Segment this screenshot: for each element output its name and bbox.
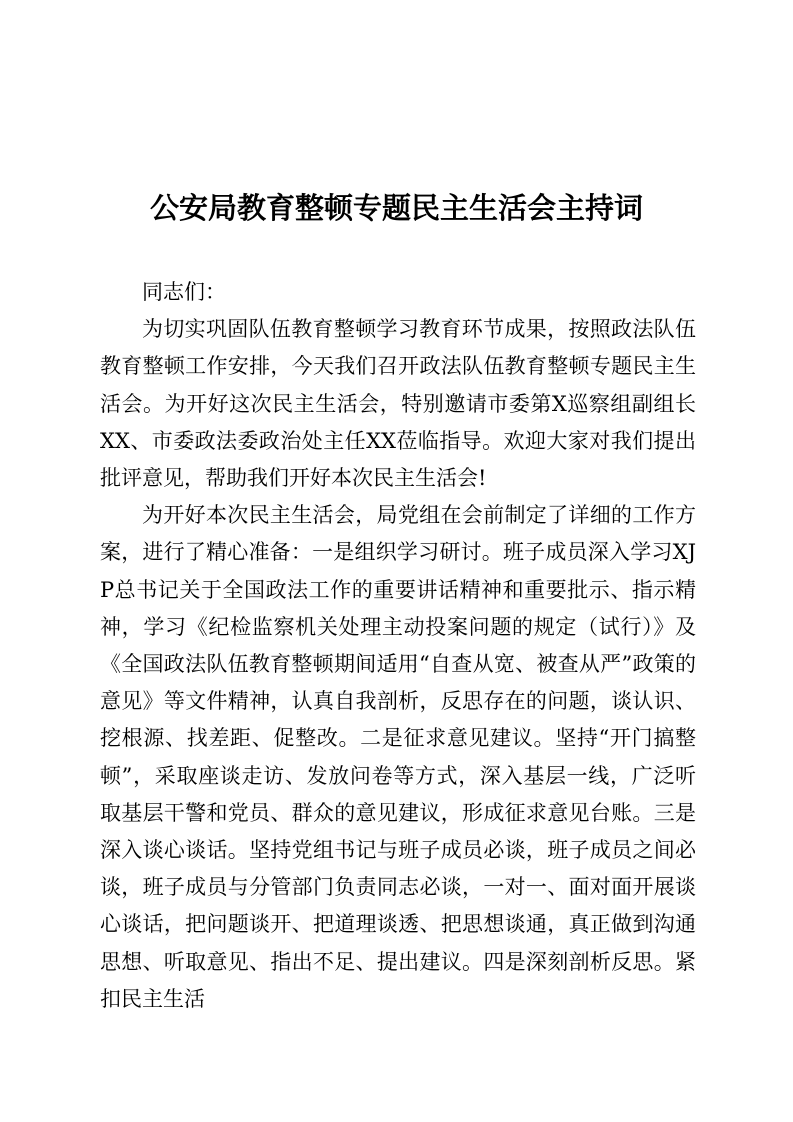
salutation: 同志们： — [142, 280, 226, 304]
paragraph-1: 为切实巩固队伍教育整顿学习教育环节成果，按照政法队伍教育整顿工作安排，今天我们召开政法队伍教育整顿专题民主生活会。为开好这次民主生活会，特别邀请市委第X巡察组副组长XX、市委政法委政治处主任XX莅临指导。欢迎大家对我们提出批评意见，帮助我们开好本次民主生活会! — [100, 317, 696, 491]
document-title: 公安局教育整顿专题民主生活会主持词 — [149, 191, 643, 225]
document-body — [100, 274, 696, 1018]
paragraph-2: 为开好本次民主生活会，局党组在会前制定了详细的工作方案，进行了精心准备：一是组织学习研讨。班子成员深入学习XJP总书记关于全国政法工作的重要讲话精神和重要批示、指示精神，学习《纪检监察机关处理主动投案问题的规定（试行）》及《全国政法队伍教育整顿期间适用“自查从宽、被查从严”政策的意见》等文件精神，认真自我剖析，反思存在的问题，谈认识、挖根源、找差距、促整改。二是征求意见建议。坚持“开门搞整顿”，采取座谈走访、发放问卷等方式，深入基层一线，广泛听取基层干警和党员、群众的意见建议，形成征求意见台账。三是深入谈心谈话。坚持党组书记与班子成员必谈，班子成员之间必谈，班子成员与分管部门负责同志必谈，一对一、面对面开展谈心谈话，把问题谈开、把道理谈透、把思想谈通，真正做到沟通思想、听取意见、指出不足、提出建议。四是深刻剖析反思。紧扣民主生活 — [100, 503, 696, 1011]
